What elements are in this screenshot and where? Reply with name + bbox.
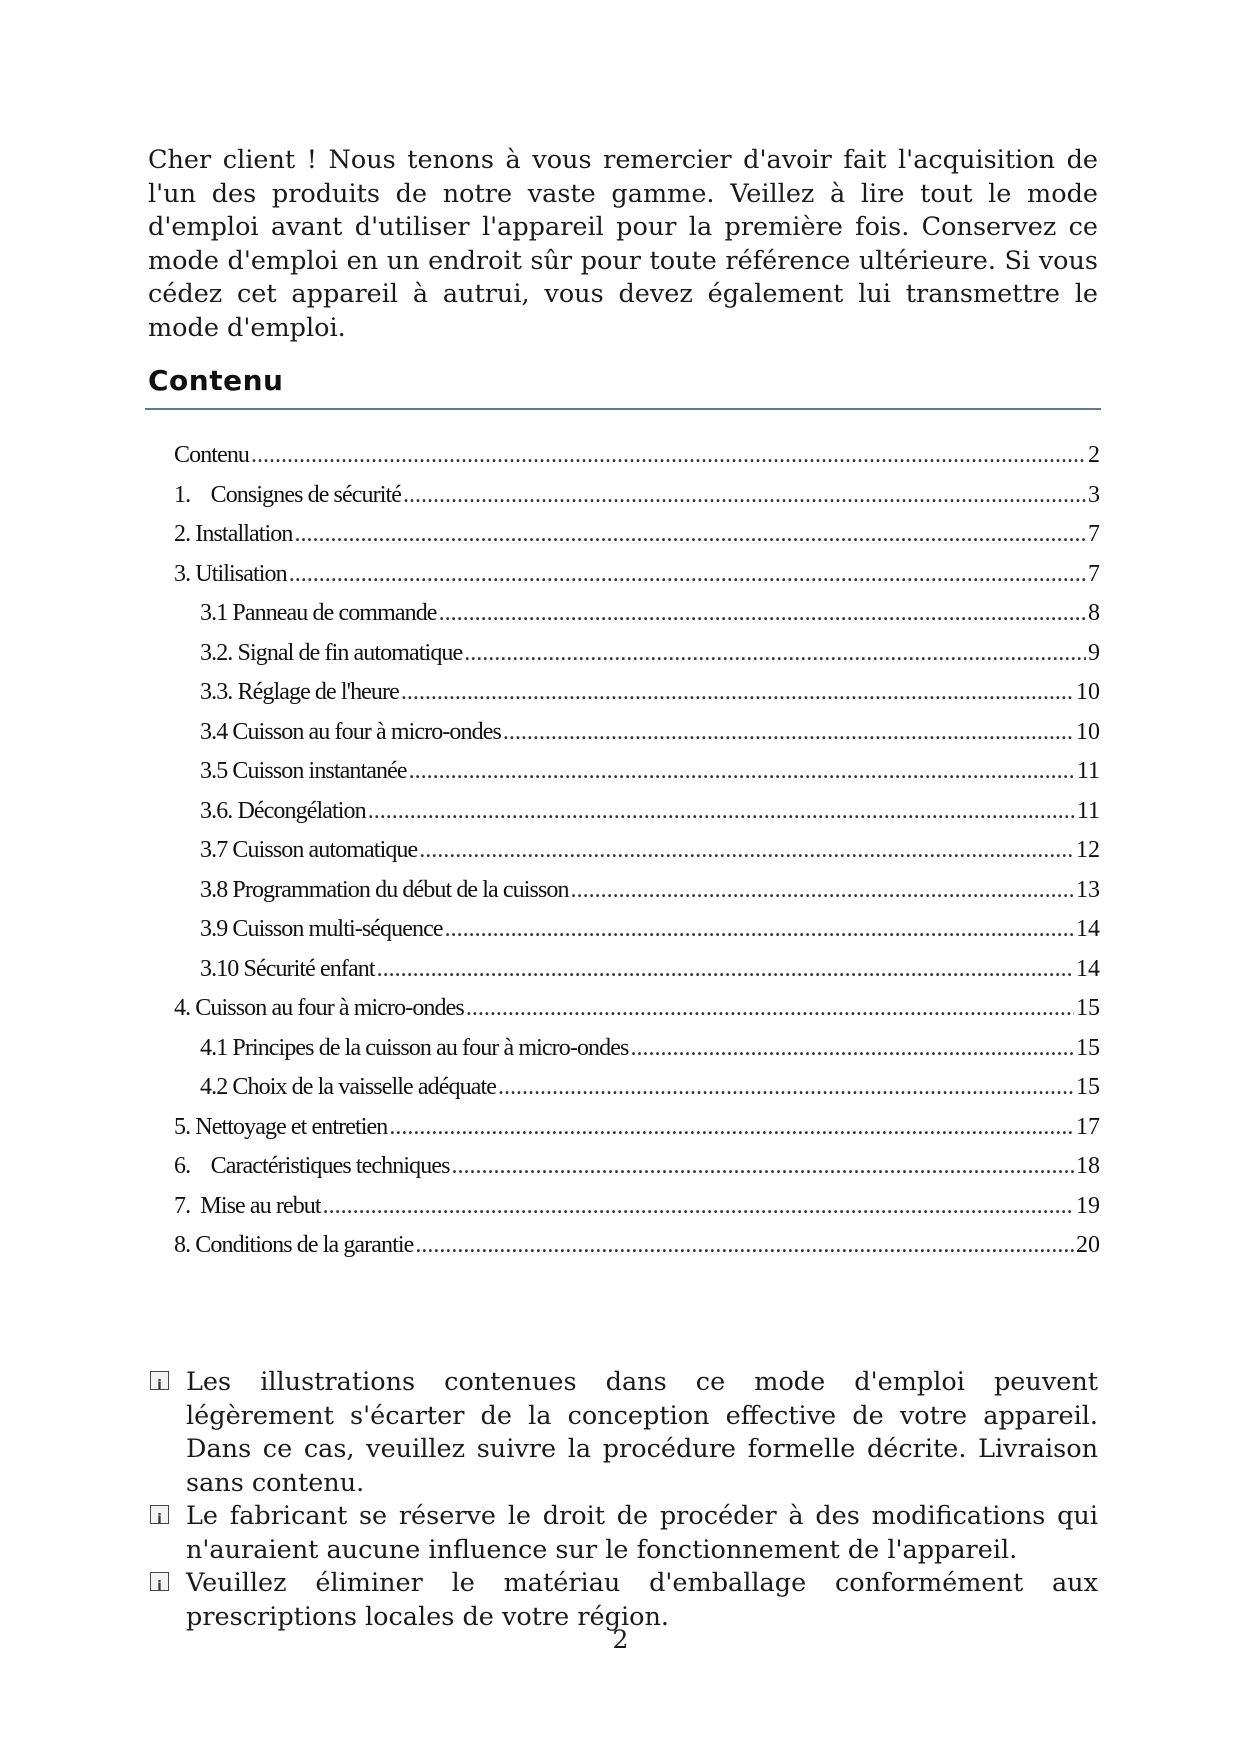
toc-dot-leader [377, 950, 1074, 990]
toc-dot-leader [439, 594, 1086, 634]
toc-dot-leader [403, 476, 1086, 516]
note-item [150, 1500, 1098, 1567]
toc-entry[interactable] [174, 950, 1100, 990]
toc-dot-leader [452, 1147, 1074, 1187]
toc-entry-page: 20 [1076, 1232, 1100, 1258]
toc-entry-title: 6. Caractéristiques techniques [174, 1153, 450, 1179]
toc-entry-title: 3.2. Signal de fin automatique [200, 639, 463, 666]
toc-entry-title: 3.7 Cuisson automatique [200, 837, 418, 863]
toc-entry-page: 10 [1076, 718, 1100, 745]
toc-entry-title: 3.8 Programmation du début de la cuisson [200, 876, 569, 903]
toc-entry[interactable] [174, 1108, 1100, 1148]
toc-dot-leader [503, 713, 1074, 753]
toc-entry-title: 4. Cuisson au four à micro-ondes [174, 995, 464, 1021]
toc-entry-title: 3.9 Cuisson multi-séquence [200, 916, 443, 942]
toc-entry-title: 3.3. Réglage de l'heure [200, 679, 399, 705]
toc-entry-page: 9 [1088, 639, 1100, 666]
toc-entry-page: 17 [1076, 1113, 1100, 1140]
toc-dot-leader [419, 831, 1074, 871]
toc-entry-title: 2. Installation [174, 521, 293, 547]
toc-dot-leader [409, 752, 1075, 792]
toc-entry-page: 10 [1076, 679, 1100, 705]
toc-entry[interactable] [174, 871, 1100, 911]
toc-entry[interactable] [174, 713, 1100, 753]
toc-entry[interactable] [174, 436, 1100, 476]
toc-entry-page: 7 [1088, 521, 1100, 547]
toc-entry-title: 5. Nettoyage et entretien [174, 1113, 388, 1140]
info-icon [150, 1572, 169, 1591]
toc-entry-page: 2 [1088, 442, 1100, 468]
toc-entry-title: 3.6. Décongélation [200, 797, 366, 824]
toc-entry[interactable] [174, 673, 1100, 713]
toc-entry-title: 8. Conditions de la garantie [174, 1232, 414, 1258]
toc-heading: Contenu [148, 364, 284, 397]
notes-section [150, 1366, 1098, 1634]
toc-dot-leader [445, 910, 1074, 950]
toc-entry[interactable] [174, 515, 1100, 555]
toc-dot-leader [389, 1108, 1074, 1148]
toc-dot-leader [466, 989, 1074, 1029]
toc-dot-leader [289, 555, 1086, 595]
toc-entry-page: 15 [1076, 1034, 1100, 1061]
intro-paragraph: Cher client ! Nous tenons à vous remercier d'avoir fait l'acquisition de l'un des produits de notre vaste gamme. Veillez à lire tout le mode d'emploi avant d'utiliser l'appareil pour la première fois. Conservez ce mode d'emploi en un endroit sûr pour toute référence ultérieure. Si vous cédez cet appareil à autrui, vous devez également lui transmettre le mode d'emploi. [148, 145, 1098, 343]
toc-dot-leader [401, 673, 1074, 713]
toc-entry-page: 13 [1076, 876, 1100, 903]
toc-dot-leader [571, 871, 1074, 911]
note-text: Veuillez éliminer le matériau d'emballage conformément aux prescriptions locales de votre région. [186, 1568, 1098, 1632]
toc-entry[interactable] [174, 476, 1100, 516]
table-of-contents [174, 436, 1100, 1266]
toc-entry[interactable] [174, 792, 1100, 832]
info-icon [150, 1371, 169, 1390]
toc-entry-page: 18 [1076, 1153, 1100, 1179]
toc-entry[interactable] [174, 1226, 1100, 1266]
toc-entry[interactable] [174, 910, 1100, 950]
toc-entry-title: 7. Mise au rebut [174, 1192, 321, 1219]
toc-entry-page: 3 [1088, 481, 1100, 508]
toc-entry[interactable] [174, 594, 1100, 634]
note-text: Les illustrations contenues dans ce mode d'emploi peuvent légèrement s'écarter de la conception effective de votre appareil. Dans ce cas, veuillez suivre la procédure formelle décrite. Livraison sans contenu. [186, 1367, 1098, 1498]
toc-dot-leader [415, 1226, 1074, 1266]
toc-entry-page: 19 [1076, 1192, 1100, 1219]
toc-dot-leader [498, 1068, 1074, 1108]
toc-entry[interactable] [174, 634, 1100, 674]
toc-entry-page: 7 [1088, 560, 1100, 587]
toc-entry-page: 11 [1076, 797, 1100, 824]
toc-dot-leader [368, 792, 1075, 832]
note-text: Le fabricant se réserve le droit de procéder à des modifications qui n'auraient aucune influence sur le fonctionnement de l'appareil. [186, 1501, 1098, 1565]
toc-dot-leader [251, 436, 1086, 476]
toc-entry[interactable] [174, 1187, 1100, 1227]
info-icon [150, 1505, 169, 1524]
toc-entry-title: 4.1 Principes de la cuisson au four à micro-ondes [200, 1034, 629, 1061]
toc-entry[interactable] [174, 989, 1100, 1029]
toc-entry-page: 11 [1076, 758, 1100, 784]
toc-entry-title: 3.1 Panneau de commande [200, 600, 437, 626]
toc-entry-title: 3.4 Cuisson au four à micro-ondes [200, 718, 501, 745]
toc-entry[interactable] [174, 555, 1100, 595]
toc-dot-leader [464, 634, 1086, 674]
toc-entry-title: 3.5 Cuisson instantanée [200, 758, 407, 784]
toc-entry[interactable] [174, 1068, 1100, 1108]
toc-entry-page: 15 [1076, 1074, 1100, 1100]
toc-entry-title: 4.2 Choix de la vaisselle adéquate [200, 1074, 496, 1100]
toc-entry-page: 14 [1076, 955, 1100, 982]
toc-entry-title: Contenu [174, 442, 250, 468]
note-item [150, 1567, 1098, 1634]
toc-entry[interactable] [174, 1147, 1100, 1187]
toc-entry-page: 14 [1076, 916, 1100, 942]
toc-entry-title: 3. Utilisation [174, 560, 287, 587]
toc-entry-page: 12 [1076, 837, 1100, 863]
note-item [150, 1366, 1098, 1500]
toc-entry-title: 1. Consignes de sécurité [174, 481, 401, 508]
page-number: 2 [612, 1625, 629, 1654]
toc-dot-leader [630, 1029, 1074, 1069]
toc-dot-leader [323, 1187, 1074, 1227]
toc-entry-page: 15 [1076, 995, 1100, 1021]
toc-entry[interactable] [174, 831, 1100, 871]
toc-entry-page: 8 [1088, 600, 1100, 626]
heading-divider [145, 408, 1101, 410]
toc-entry[interactable] [174, 1029, 1100, 1069]
toc-entry[interactable] [174, 752, 1100, 792]
toc-dot-leader [294, 515, 1086, 555]
toc-entry-title: 3.10 Sécurité enfant [200, 955, 375, 982]
